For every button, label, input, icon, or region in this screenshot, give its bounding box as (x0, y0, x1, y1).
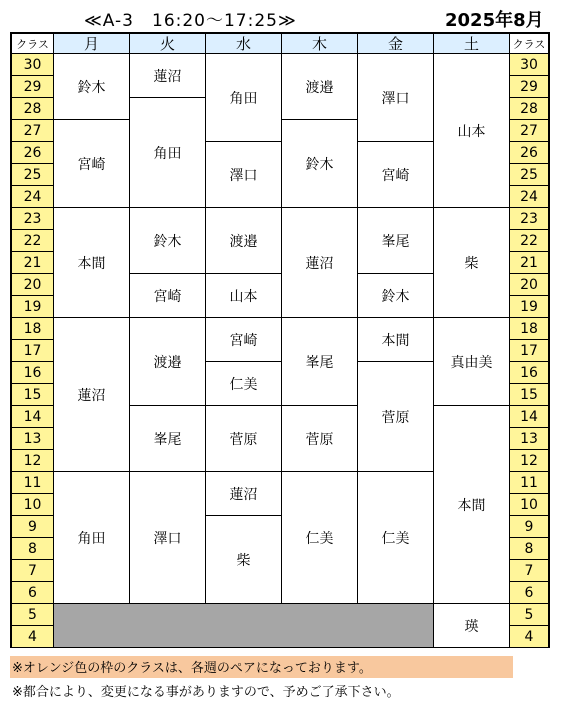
class-wed: 澤口 (206, 142, 282, 208)
level-right: 11 (510, 472, 550, 494)
level-left: 12 (10, 450, 54, 472)
level-right: 9 (510, 516, 550, 538)
level-right: 20 (510, 274, 550, 296)
header-day-fri: 金 (358, 32, 434, 54)
class-wed: 柴 (206, 516, 282, 604)
level-right: 21 (510, 252, 550, 274)
level-left: 14 (10, 406, 54, 428)
level-right: 26 (510, 142, 550, 164)
class-fri: 本間 (358, 318, 434, 362)
level-right: 25 (510, 164, 550, 186)
level-right: 28 (510, 98, 550, 120)
header-day-thu: 木 (282, 32, 358, 54)
level-right: 23 (510, 208, 550, 230)
class-wed: 蓮沼 (206, 472, 282, 516)
level-left: 17 (10, 340, 54, 362)
level-right: 16 (510, 362, 550, 384)
class-wed: 宮崎 (206, 318, 282, 362)
level-left: 21 (10, 252, 54, 274)
class-mon: 角田 (54, 472, 130, 604)
class-mon: 鈴木 (54, 54, 130, 120)
class-sat: 真由美 (434, 318, 510, 406)
class-tue: 鈴木 (130, 208, 206, 274)
level-right: 22 (510, 230, 550, 252)
level-left: 11 (10, 472, 54, 494)
level-left: 27 (10, 120, 54, 142)
level-right: 12 (510, 450, 550, 472)
level-left: 25 (10, 164, 54, 186)
class-wed: 菅原 (206, 406, 282, 472)
class-thu: 仁美 (282, 472, 358, 604)
class-sat: 柴 (434, 208, 510, 318)
class-tue: 蓮沼 (130, 54, 206, 98)
schedule-month: 2025年8月 (445, 10, 544, 31)
level-right: 13 (510, 428, 550, 450)
class-mon: 宮崎 (54, 120, 130, 208)
level-right: 29 (510, 76, 550, 98)
class-fri: 仁美 (358, 472, 434, 604)
class-fri: 菅原 (358, 362, 434, 472)
class-fri: 澤口 (358, 54, 434, 142)
header-day-tue: 火 (130, 32, 206, 54)
note-pair-classes: ※オレンジ色の枠のクラスは、各週のペアになっております。 (10, 656, 513, 678)
level-right: 18 (510, 318, 550, 340)
level-left: 28 (10, 98, 54, 120)
level-right: 5 (510, 604, 550, 626)
class-tue: 宮崎 (130, 274, 206, 318)
header-day-wed: 水 (206, 32, 282, 54)
class-wed: 山本 (206, 274, 282, 318)
empty-block (54, 604, 434, 648)
level-left: 22 (10, 230, 54, 252)
level-left: 20 (10, 274, 54, 296)
level-left: 29 (10, 76, 54, 98)
level-left: 16 (10, 362, 54, 384)
level-right: 6 (510, 582, 550, 604)
level-right: 30 (510, 54, 550, 76)
level-left: 9 (10, 516, 54, 538)
class-thu: 蓮沼 (282, 208, 358, 318)
header-day-mon: 月 (54, 32, 130, 54)
class-thu: 菅原 (282, 406, 358, 472)
level-left: 24 (10, 186, 54, 208)
level-right: 7 (510, 560, 550, 582)
class-wed: 角田 (206, 54, 282, 142)
class-sat: 本間 (434, 406, 510, 604)
level-right: 4 (510, 626, 550, 648)
level-left: 5 (10, 604, 54, 626)
level-left: 6 (10, 582, 54, 604)
level-right: 15 (510, 384, 550, 406)
class-thu: 渡邉 (282, 54, 358, 120)
level-right: 17 (510, 340, 550, 362)
class-tue: 澤口 (130, 472, 206, 604)
class-mon: 蓮沼 (54, 318, 130, 472)
level-left: 15 (10, 384, 54, 406)
header-class-right: クラス (510, 32, 550, 54)
level-left: 4 (10, 626, 54, 648)
class-wed: 渡邉 (206, 208, 282, 274)
class-tue: 渡邉 (130, 318, 206, 406)
level-left: 7 (10, 560, 54, 582)
header-class-left: クラス (10, 32, 54, 54)
level-left: 8 (10, 538, 54, 560)
level-left: 19 (10, 296, 54, 318)
timetable-grid (10, 32, 550, 648)
level-left: 18 (10, 318, 54, 340)
class-thu: 鈴木 (282, 120, 358, 208)
level-left: 23 (10, 208, 54, 230)
level-right: 14 (510, 406, 550, 428)
class-tue: 峯尾 (130, 406, 206, 472)
class-sat: 山本 (434, 54, 510, 208)
notes (10, 656, 550, 700)
level-right: 27 (510, 120, 550, 142)
class-tue: 角田 (130, 98, 206, 208)
class-mon: 本間 (54, 208, 130, 318)
level-right: 24 (510, 186, 550, 208)
class-fri: 峯尾 (358, 208, 434, 274)
level-left: 10 (10, 494, 54, 516)
schedule-title: ≪A-3 16:20〜17:25≫ (84, 11, 297, 31)
class-wed: 仁美 (206, 362, 282, 406)
class-fri: 宮崎 (358, 142, 434, 208)
level-left: 13 (10, 428, 54, 450)
class-sat: 瑛 (434, 604, 510, 648)
level-right: 8 (510, 538, 550, 560)
header-day-sat: 土 (434, 32, 510, 54)
note-schedule-change: ※都合により、変更になる事がありますので、予めご了承下さい。 (12, 685, 400, 700)
level-right: 19 (510, 296, 550, 318)
level-left: 30 (10, 54, 54, 76)
level-right: 10 (510, 494, 550, 516)
class-fri: 鈴木 (358, 274, 434, 318)
class-thu: 峯尾 (282, 318, 358, 406)
level-left: 26 (10, 142, 54, 164)
